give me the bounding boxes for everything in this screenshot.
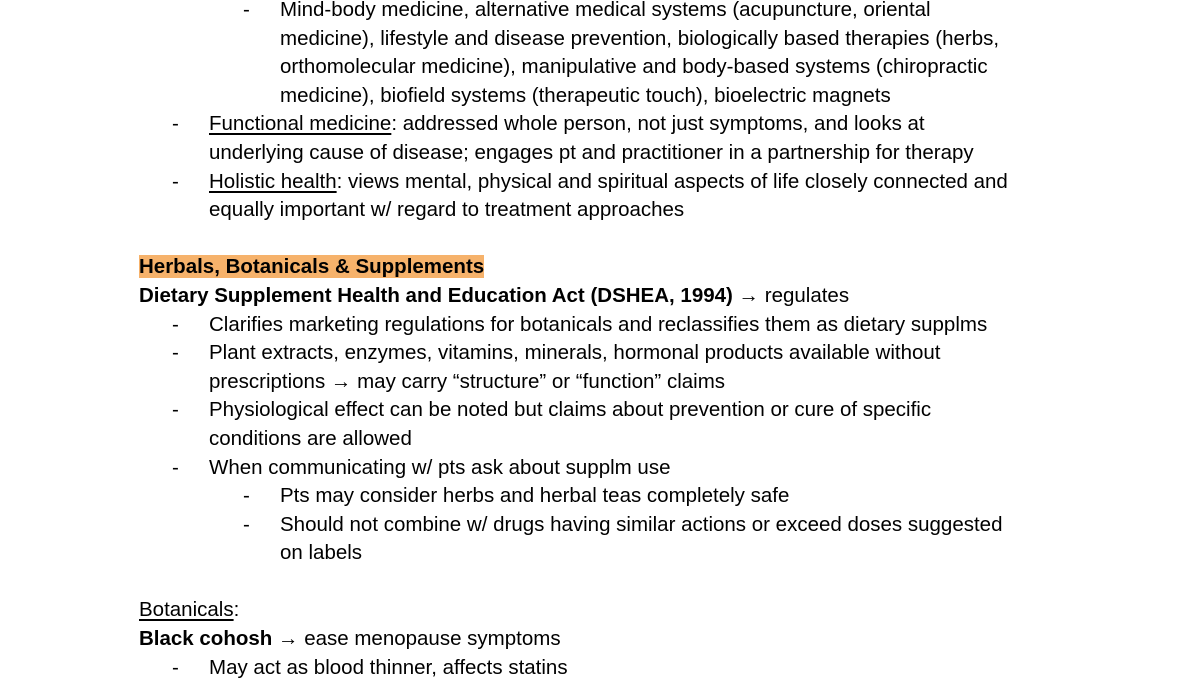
term-holistic-health: Holistic health: [209, 169, 337, 193]
black-cohosh-name: Black cohosh: [139, 627, 273, 651]
sub-list-item: [0, 511, 1200, 568]
bullet-dash: -: [172, 112, 179, 136]
spacer: [0, 568, 1200, 597]
text-line: May act as blood thinner, affects statins: [209, 655, 568, 679]
text-line: : addressed whole person, not just symptoms, and looks at: [391, 112, 925, 136]
text-line: When communicating w/ pts ask about supplm use: [209, 455, 671, 479]
text-line: underlying cause of disease; engages pt and practitioner in a partnership for therapy: [209, 140, 974, 164]
list-item-holistic-health: [0, 168, 1200, 225]
text-line: Plant extracts, enzymes, vitamins, minerals, hormonal products available without: [209, 341, 941, 365]
term-functional-medicine: Functional medicine: [209, 112, 392, 136]
text-line: medicine), lifestyle and disease prevention, biologically based therapies (herbs,: [280, 26, 1000, 50]
botanicals-colon: :: [233, 598, 240, 622]
bullet-dash: -: [243, 484, 250, 508]
text-line: on labels: [280, 541, 363, 565]
text-line: equally important w/ regard to treatment approaches: [209, 198, 685, 222]
botanicals-label: Botanicals: [139, 598, 234, 622]
list-item: [0, 0, 1200, 110]
list-item-functional-medicine: [0, 110, 1200, 167]
list-item: [0, 311, 1200, 340]
text-line: Should not combine w/ drugs having similar actions or exceed doses suggested: [280, 512, 1003, 536]
text-line: Pts may consider herbs and herbal teas completely safe: [280, 484, 790, 508]
text-line: conditions are allowed: [209, 426, 412, 450]
act-rest: → regulates: [732, 283, 850, 307]
list-item: [0, 339, 1200, 396]
list-item: [0, 654, 1200, 682]
sub-list-item: [0, 482, 1200, 511]
list-item: [0, 454, 1200, 483]
bullet-dash: -: [243, 512, 250, 536]
bullet-dash: -: [172, 398, 179, 422]
text-line: orthomolecular medicine), manipulative and body-based systems (chiropractic: [280, 55, 988, 79]
text-line: Physiological effect can be noted but claims about prevention or cure of specific: [209, 398, 932, 422]
act-title: Dietary Supplement Health and Education Act (DSHEA, 1994): [139, 283, 733, 307]
list-item: [0, 396, 1200, 453]
bullet-dash: -: [172, 312, 179, 336]
text-line: Mind-body medicine, alternative medical systems (acupuncture, oriental: [280, 0, 931, 21]
black-cohosh-rest: → ease menopause symptoms: [272, 627, 561, 651]
bullet-dash: -: [172, 455, 179, 479]
bullet-dash: -: [172, 341, 179, 365]
spacer: [0, 225, 1200, 254]
bullet-dash: -: [172, 169, 179, 193]
bullet-dash: -: [172, 655, 179, 679]
text-line: medicine), biofield systems (therapeutic touch), bioelectric magnets: [280, 83, 891, 107]
text-line: Clarifies marketing regulations for botanicals and reclassifies them as dietary supplms: [209, 312, 988, 336]
bullet-dash: -: [243, 0, 250, 21]
section-heading: Herbals, Botanicals & Supplements: [139, 255, 485, 279]
text-line: prescriptions → may carry “structure” or “function” claims: [209, 369, 726, 393]
text-line: : views mental, physical and spiritual aspects of life closely connected and: [336, 169, 1008, 193]
